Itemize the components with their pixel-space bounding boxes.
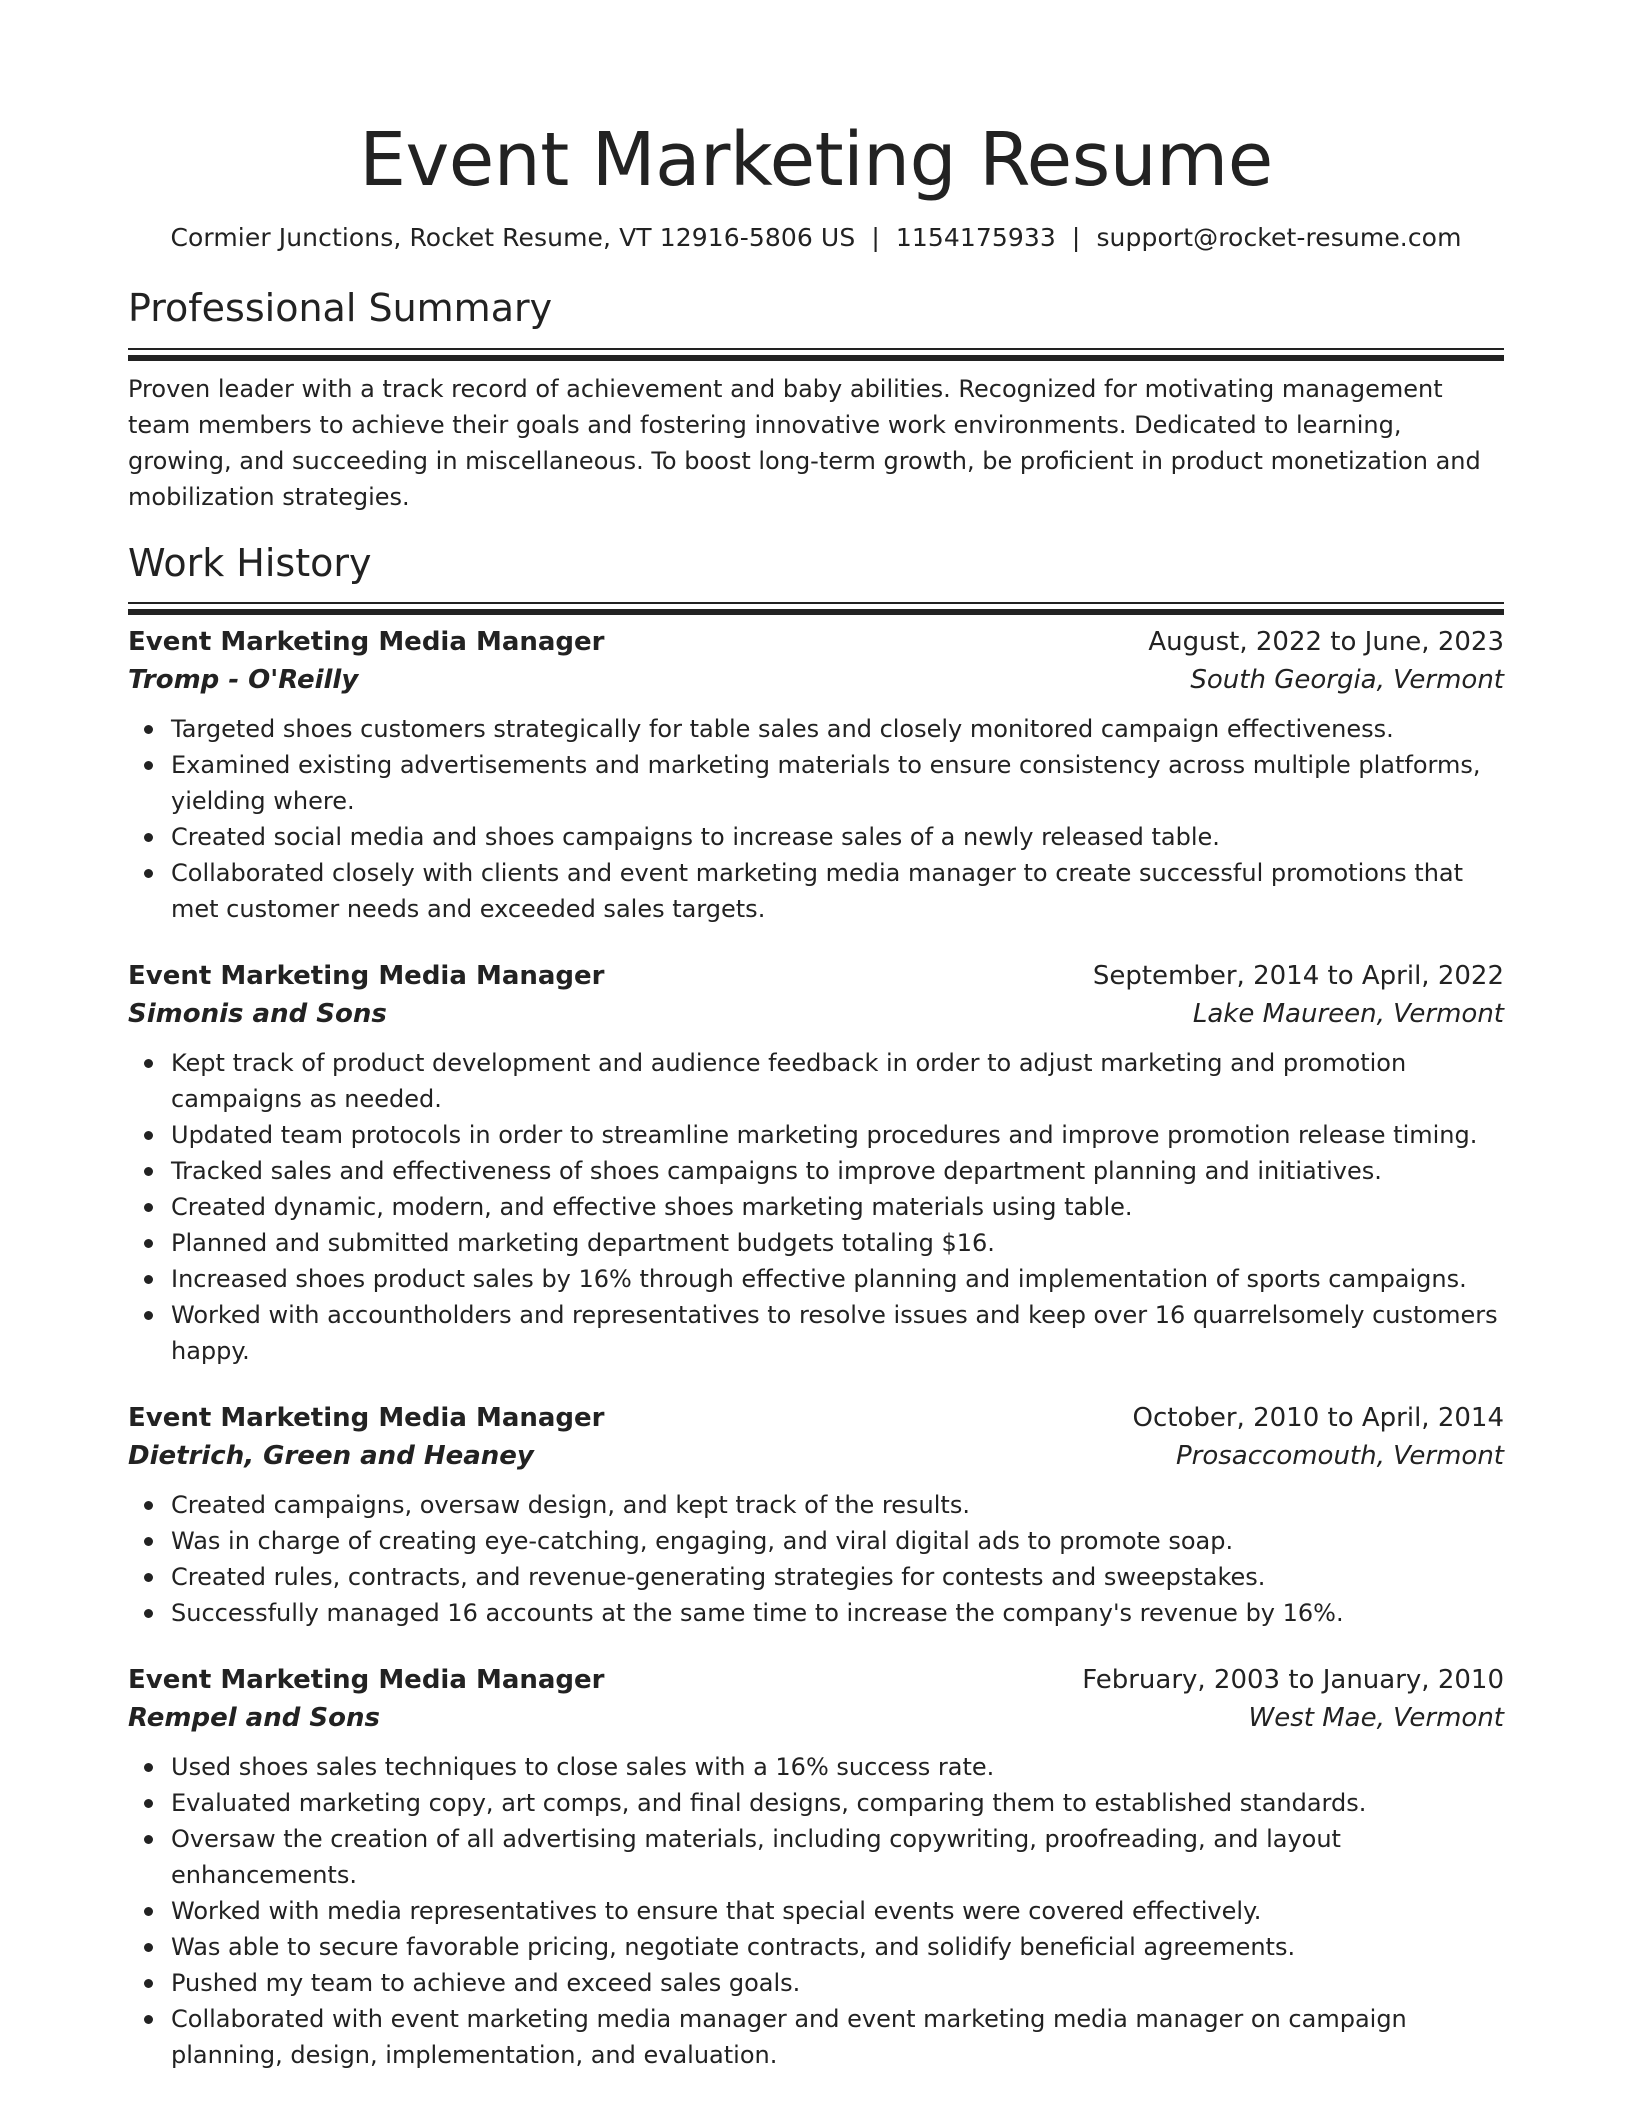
contact-separator: | (871, 223, 880, 253)
job-company: Simonis and Sons (128, 999, 387, 1030)
job-bullet: Used shoes sales techniques to close sales with a 16% success rate. (128, 1749, 1504, 1785)
job-header-row (128, 1661, 1504, 1699)
job-company-row (128, 1437, 1504, 1475)
job-dates: August, 2022 to June, 2023 (1148, 627, 1504, 658)
job-bullet: Kept track of product development and audience feedback in order to adjust marketing and promotion campaigns as needed. (128, 1045, 1504, 1117)
job-entry (128, 957, 1504, 1369)
job-title: Event Marketing Media Manager (128, 627, 605, 658)
work-history-section (128, 541, 1504, 2074)
job-bullet-list (128, 1487, 1504, 1631)
job-location: Lake Maureen, Vermont (1192, 999, 1504, 1030)
job-bullet: Successfully managed 16 accounts at the same time to increase the company's revenue by 16%. (128, 1595, 1504, 1631)
job-bullet: Created rules, contracts, and revenue-generating strategies for contests and sweepstakes. (128, 1559, 1504, 1595)
section-heading-work-history: Work History (128, 540, 372, 585)
job-bullet: Updated team protocols in order to streamline marketing procedures and improve promotion release timing. (128, 1117, 1504, 1153)
job-bullet: Tracked sales and effectiveness of shoes campaigns to improve department planning and initiatives. (128, 1153, 1504, 1189)
section-divider (128, 602, 1504, 607)
contact-line (128, 223, 1504, 252)
job-bullet: Was able to secure favorable pricing, negotiate contracts, and solidify beneficial agreements. (128, 1929, 1504, 1965)
resume-page (128, 0, 1504, 2073)
job-bullet: Evaluated marketing copy, art comps, and final designs, comparing them to established standards. (128, 1785, 1504, 1821)
job-list (128, 623, 1504, 2073)
job-location: West Mae, Vermont (1248, 1703, 1504, 1734)
professional-summary-section (128, 286, 1504, 515)
job-company-row (128, 1699, 1504, 1737)
job-bullet: Collaborated closely with clients and event marketing media manager to create successful promotions that met customer needs and exceeded sales targets. (128, 855, 1504, 927)
job-bullet: Planned and submitted marketing department budgets totaling $16. (128, 1225, 1504, 1261)
job-bullet: Created dynamic, modern, and effective shoes marketing materials using table. (128, 1189, 1504, 1225)
job-entry (128, 1399, 1504, 1631)
job-bullet: Created campaigns, oversaw design, and kept track of the results. (128, 1487, 1504, 1523)
job-bullet: Worked with media representatives to ensure that special events were covered effectively. (128, 1893, 1504, 1929)
job-bullet-list (128, 1045, 1504, 1369)
contact-phone: 1154175933 (895, 223, 1056, 253)
contact-separator: | (1071, 223, 1081, 253)
job-dates: October, 2010 to April, 2014 (1132, 1403, 1504, 1434)
job-dates: September, 2014 to April, 2022 (1092, 961, 1504, 992)
contact-email: support@rocket-resume.com (1096, 223, 1462, 253)
job-company-row (128, 661, 1504, 699)
job-location: South Georgia, Vermont (1190, 665, 1504, 696)
job-company: Tromp - O'Reilly (128, 665, 359, 696)
job-bullet: Targeted shoes customers strategically for table sales and closely monitored campaign effectiveness. (128, 711, 1504, 747)
job-bullet: Increased shoes product sales by 16% through effective planning and implementation of sports campaigns. (128, 1261, 1504, 1297)
job-bullet: Was in charge of creating eye-catching, engaging, and viral digital ads to promote soap. (128, 1523, 1504, 1559)
job-header-row (128, 623, 1504, 661)
job-header-row (128, 957, 1504, 995)
job-bullet: Created social media and shoes campaigns to increase sales of a newly released table. (128, 819, 1504, 855)
job-title: Event Marketing Media Manager (128, 1665, 605, 1696)
job-dates: February, 2003 to January, 2010 (1082, 1665, 1504, 1696)
job-entry (128, 623, 1504, 927)
resume-title: Event Marketing Resume (359, 117, 1273, 203)
job-bullet: Collaborated with event marketing media manager and event marketing media manager on campaign planning, design, implementation, and evaluation. (128, 2001, 1504, 2073)
section-heading-summary: Professional Summary (128, 286, 553, 331)
job-company-row (128, 995, 1504, 1033)
job-entry (128, 1661, 1504, 2073)
job-bullet: Worked with accountholders and representatives to resolve issues and keep over 16 quarrelsomely customers happy. (128, 1297, 1504, 1369)
job-company: Dietrich, Green and Heaney (128, 1441, 534, 1472)
job-location: Prosaccomouth, Vermont (1175, 1441, 1504, 1472)
job-header-row (128, 1399, 1504, 1437)
job-bullet: Examined existing advertisements and marketing materials to ensure consistency across multiple platforms, yielding where. (128, 747, 1504, 819)
section-divider (128, 348, 1504, 353)
job-bullet-list (128, 1749, 1504, 2073)
job-title: Event Marketing Media Manager (128, 961, 605, 992)
job-bullet-list (128, 711, 1504, 927)
job-company: Rempel and Sons (128, 1703, 380, 1734)
job-bullet: Oversaw the creation of all advertising materials, including copywriting, proofreading, and layout enhancements. (128, 1821, 1504, 1893)
job-title: Event Marketing Media Manager (128, 1403, 605, 1434)
contact-address: Cormier Junctions, Rocket Resume, VT 12916-5806 US (170, 223, 856, 253)
job-bullet: Pushed my team to achieve and exceed sales goals. (128, 1965, 1504, 2001)
summary-text: Proven leader with a track record of achievement and baby abilities. Recognized for motivating management team members to achieve their goals and fostering innovative work environments. Dedicated to learning, growing, and succeeding in miscellaneous. To boost long-term growth, be proficient in product monetization and mobilization strategies. (128, 374, 1481, 511)
